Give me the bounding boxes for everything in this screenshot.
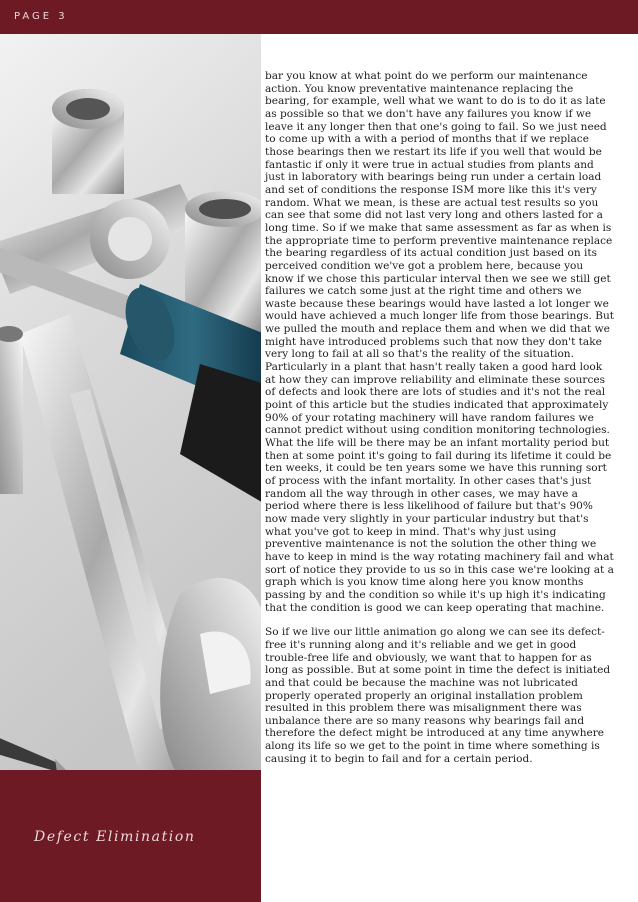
article-paragraph: bar you know at what point do we perform our maintenance action. You know preventative maintenance replacing the bearing, for example, well what we want to do is to do it as late as possible so that we don't have any failures you know if we leave it any longer then that one's going to fail. So we just need to come up with a with a period of months that if we replace those bearings then we restart its life if you well that would be fantastic if only it were true in actual studies from plants and just in laboratory with bearings being run under a certain load and set of conditions the response ISM more like this it's very random. What we mean, is these are actual test results so you can see that some did not last very long and others lasted for a long time. So if we make that same assessment as far as when is the appropriate time to perform preventive maintenance replace the bearing regardless of its actual condition just based on its perceived condition we've got a problem here, because you know if we chose this particular interval then we see we still get failures we catch some just at the right time and others we waste because these bearings would have lasted a lot longer we would have achieved a much longer life from those bearings. But we pulled the mouth and replace them and when we did that we might have introduced problems such that now they don't take very long to fail at all so that's the reality of the situation. Particularly in a plant that hasn't really taken a good hard look at how they can improve reliability and eliminate these sources of defects and look there are lots of studies and it's not the real point of this article but the studies indicated that approximately 90% of your rotating machinery will have random failures we cannot predict without using condition monitoring technologies. What the life will be there may be an infant mortality period but then at some point it's going to fail during its lifetime it could be ten weeks, it could be ten years some we have this running sort of process with the infant mortality. In other cases that's just random all the way through in other cases, we may have a period where there is less likelihood of failure but that's 90% now made very slightly in your particular industry but that's what you've got to keep in mind. That's why just using preventive maintenance is not the solution the other thing we have to keep in mind is the way rotating machinery fail and what sort of notice they provide to us so in this case we're looking at a graph which is you know time along here you know months passing by and the condition so while it's up high it's indicating that the condition is good we can keep operating that machine. xyxy=(265,70,614,614)
article-body xyxy=(265,70,615,777)
article-paragraph: So if we live our little animation go along we can see its defect-free it's running along and it's reliable and we get in good trouble-free life and obviously, we want that to happen for as long as possible. But at some point in time the defect is initiated and that could be because the machine was not lubricated properly operated properly an original installation problem resulted in this problem there was misalignment there was unbalance there are so many reasons why bearings fail and therefore the defect might be introduced at any time anywhere along its life so we get to the point in time where something is causing it to begin to fail and for a certain period. xyxy=(265,626,611,765)
page-label: PAGE 3 xyxy=(14,11,68,22)
section-title: Defect Elimination xyxy=(34,829,196,845)
header-bar xyxy=(0,0,638,34)
wrenches-and-screwdriver-photo xyxy=(0,34,261,770)
tools-photo xyxy=(0,34,261,770)
sidebar-title-block xyxy=(0,770,261,902)
